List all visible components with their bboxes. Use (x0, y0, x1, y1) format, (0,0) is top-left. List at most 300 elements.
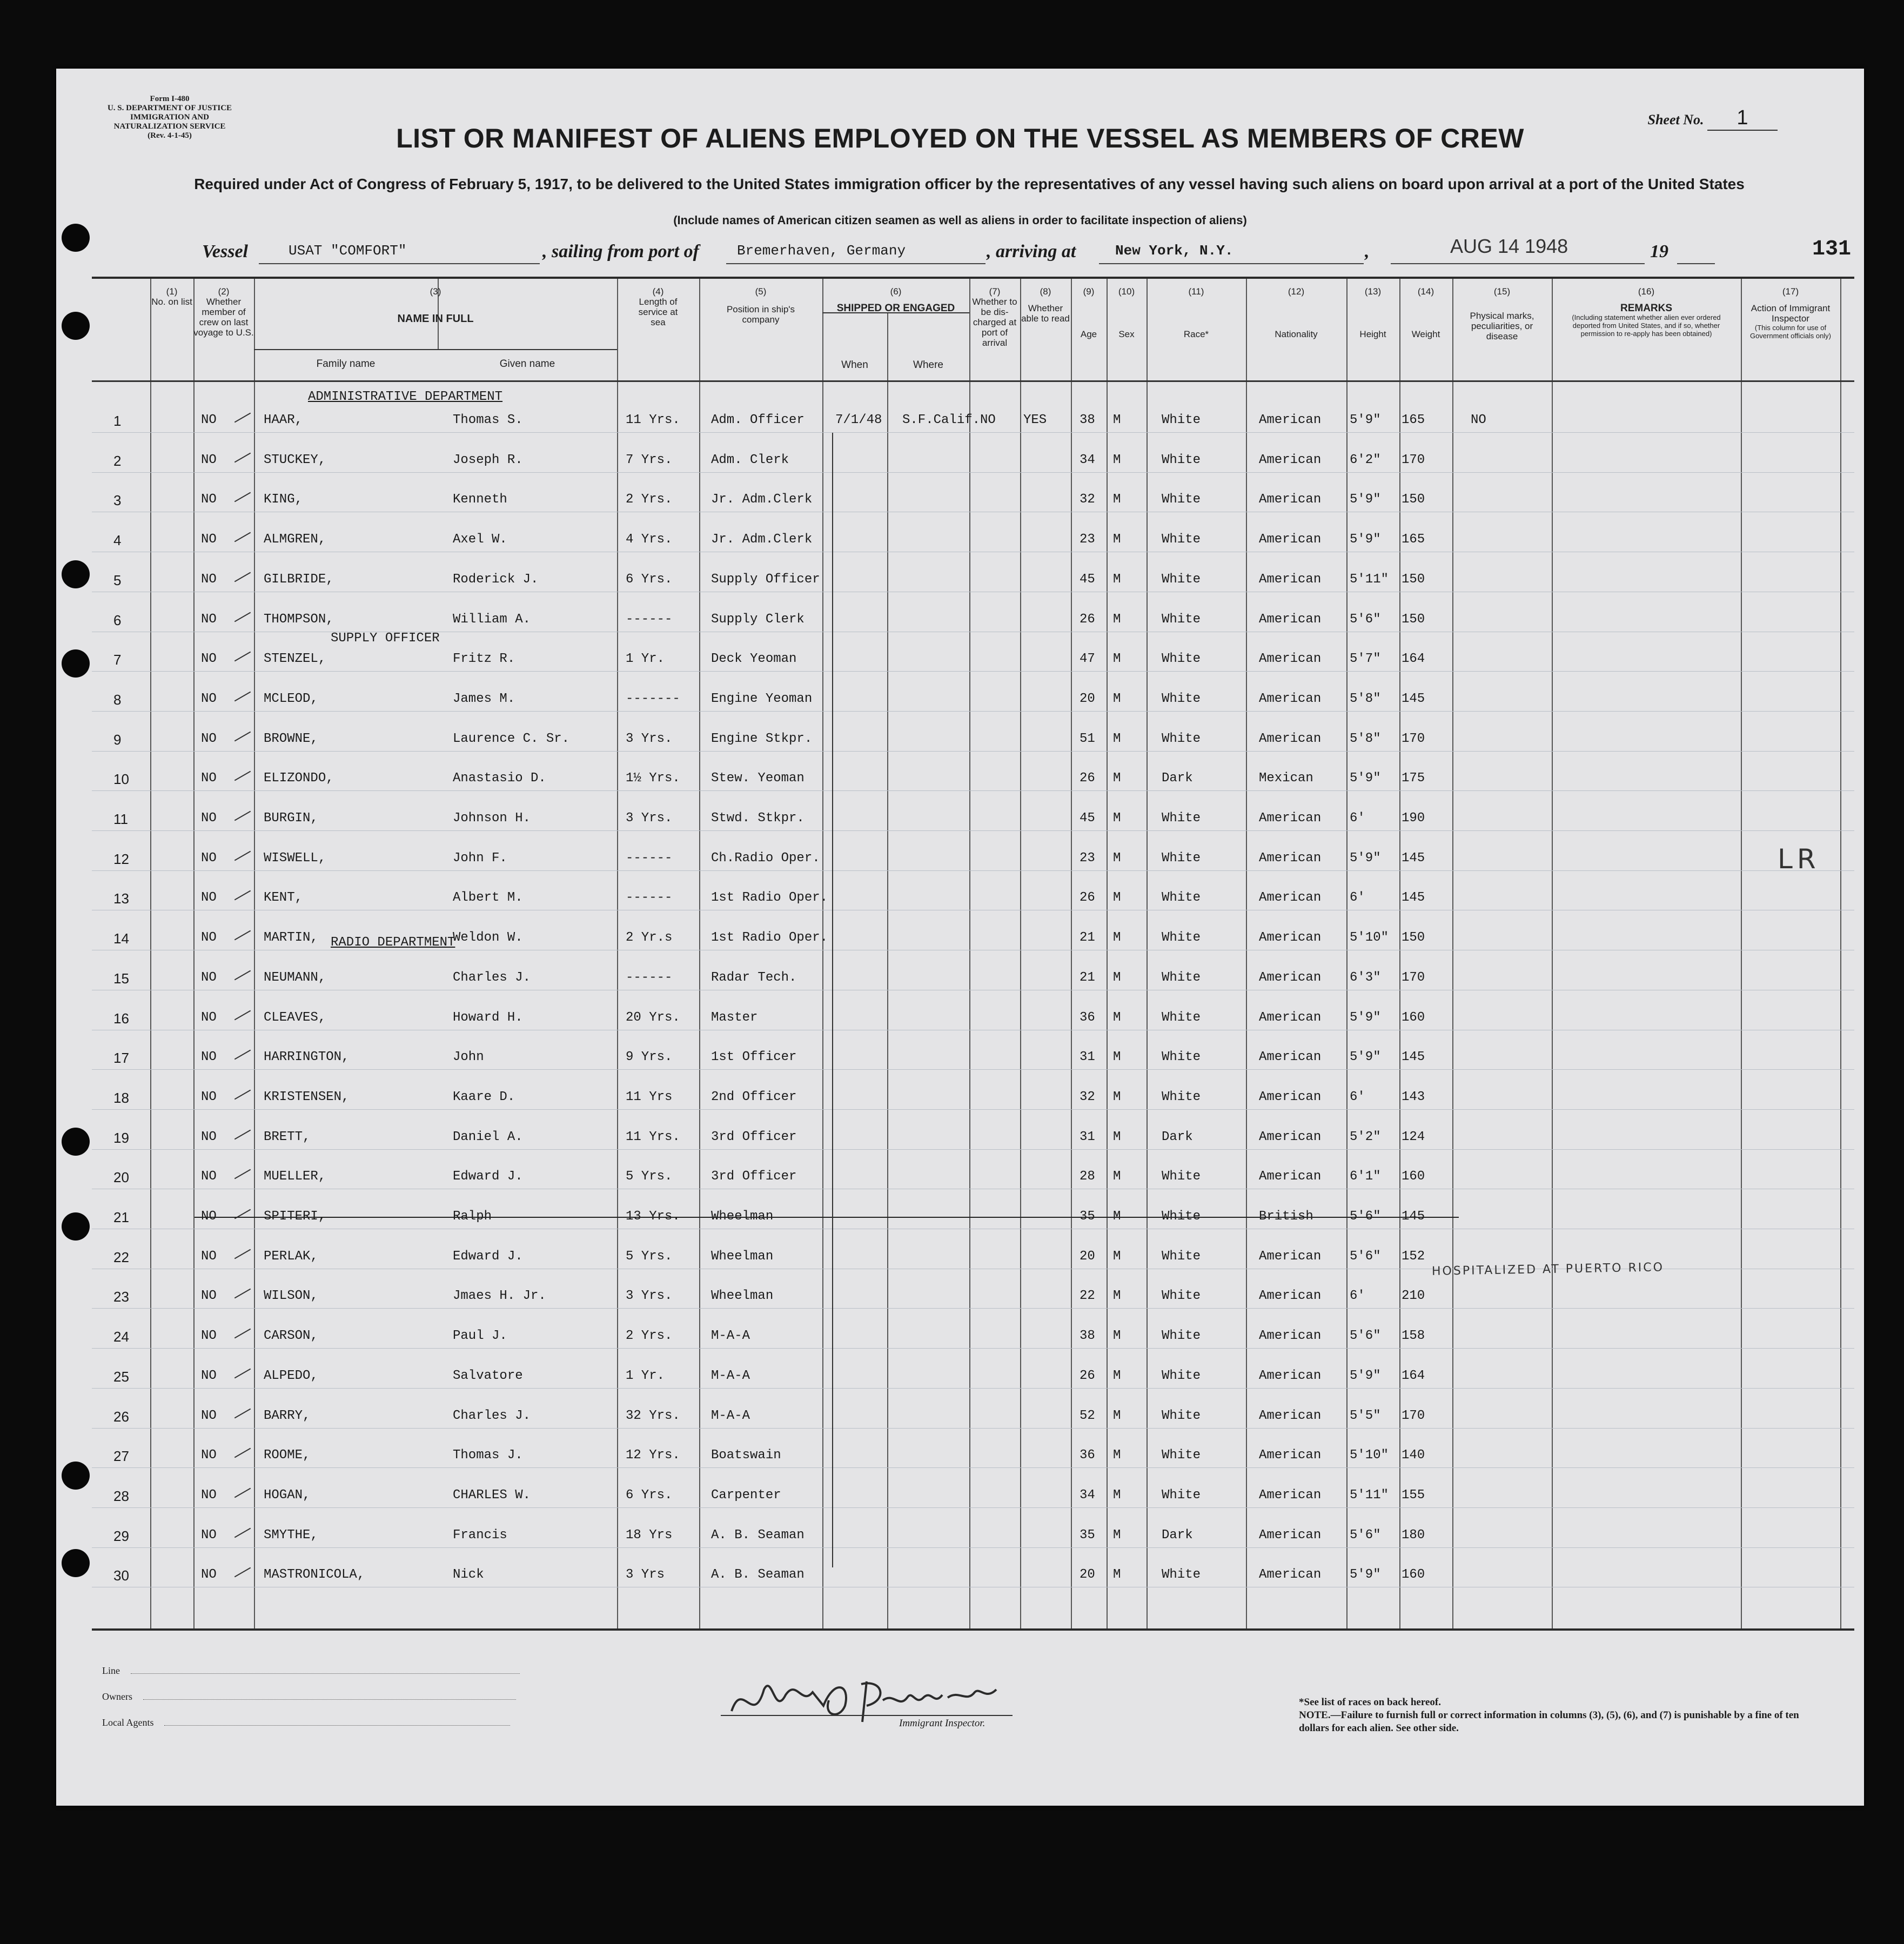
inspector-action-mark: LR (1778, 843, 1820, 875)
age-cell: 32 (1080, 1089, 1095, 1104)
position-cell: M-A-A (711, 1329, 750, 1344)
nationality-cell: American (1259, 1169, 1322, 1184)
row-number: 17 (113, 1050, 129, 1067)
given-name-cell: Charles J. (453, 1408, 531, 1423)
prior-voyage-cell: NO (201, 691, 217, 706)
year-label: 19 (1650, 242, 1668, 262)
nationality-cell: American (1259, 492, 1322, 507)
sex-cell: M (1113, 1408, 1121, 1423)
nationality-cell: American (1259, 532, 1322, 547)
weight-cell: 145 (1402, 1209, 1425, 1224)
prior-voyage-cell: NO (201, 1368, 217, 1383)
family-name-cell: HARRINGTON, (264, 1050, 350, 1065)
position-cell: Stew. Yeoman (711, 771, 804, 786)
age-cell: 21 (1080, 930, 1095, 946)
height-cell: 6' (1350, 1289, 1365, 1304)
weight-cell: 164 (1402, 652, 1425, 667)
sex-cell: M (1113, 1527, 1121, 1543)
punch-hole (62, 1212, 90, 1241)
nationality-cell: American (1259, 930, 1322, 946)
race-cell: White (1162, 1368, 1201, 1383)
header-col15: (15) Physical marks, peculiarities, or disease (1470, 286, 1534, 341)
row-rule (92, 711, 1854, 712)
row-number: 18 (113, 1089, 129, 1106)
check-mark (234, 1567, 251, 1578)
race-note: *See list of races on back hereof. (1299, 1697, 1441, 1708)
header-col14: (14) Weight (1411, 286, 1440, 339)
owners-label: Owners (102, 1691, 132, 1702)
sex-cell: M (1113, 452, 1121, 467)
age-cell: 34 (1080, 452, 1095, 467)
prior-voyage-cell: NO (201, 1129, 217, 1144)
position-cell: Supply Officer (711, 572, 820, 587)
row-number: 19 (113, 1129, 129, 1146)
given-name-cell: William A. (453, 612, 531, 627)
check-mark (234, 1408, 251, 1418)
sex-cell: M (1113, 1567, 1121, 1583)
position-cell: Ch.Radio Oper. (711, 850, 820, 866)
service-length-cell: ------ (626, 850, 673, 866)
position-cell: 1st Officer (711, 1050, 797, 1065)
family-name-cell: STENZEL, (264, 652, 326, 667)
check-mark (234, 1050, 251, 1060)
given-name-cell: Joseph R. (453, 452, 523, 467)
service-length-cell: 6 Yrs. (626, 1487, 673, 1503)
service-length-cell: 2 Yrs. (626, 1329, 673, 1344)
line-field (102, 1665, 520, 1677)
agents-label: Local Agents (102, 1717, 154, 1728)
manifest-table (92, 277, 1854, 1631)
height-cell: 6' (1350, 890, 1365, 906)
prior-voyage-cell: NO (201, 452, 217, 467)
service-length-cell: 1 Yr. (626, 1368, 665, 1383)
section-radio: RADIO DEPARTMENT (331, 935, 455, 950)
height-cell: 5'6" (1350, 612, 1381, 627)
vessel-label: Vessel (202, 242, 248, 262)
row-rule (92, 1428, 1854, 1429)
punch-hole (62, 560, 90, 588)
weight-cell: 124 (1402, 1129, 1425, 1144)
height-cell: 6' (1350, 1089, 1365, 1104)
weight-cell: 180 (1402, 1527, 1425, 1543)
sex-cell: M (1113, 413, 1121, 427)
sex-cell: M (1113, 850, 1121, 866)
position-cell: Carpenter (711, 1487, 781, 1503)
weight-cell: 145 (1402, 890, 1425, 906)
weight-cell: 158 (1402, 1329, 1425, 1344)
row-number: 14 (113, 930, 129, 947)
age-cell: 23 (1080, 850, 1095, 866)
given-name-cell: Jmaes H. Jr. (453, 1289, 546, 1304)
position-cell: 2nd Officer (711, 1089, 797, 1104)
check-mark (234, 1289, 251, 1299)
prior-voyage-cell: NO (201, 930, 217, 946)
physical-marks-cell: NO (1471, 413, 1486, 427)
sex-cell: M (1113, 1368, 1121, 1383)
family-name-cell: PERLAK, (264, 1249, 318, 1264)
header-col9: (9) Age (1080, 286, 1097, 339)
position-cell: Jr. Adm.Clerk (711, 532, 813, 547)
header-col10: (10) Sex (1118, 286, 1135, 339)
row-number: 15 (113, 970, 129, 987)
service-length-cell: ------- (626, 691, 680, 706)
prior-voyage-cell: NO (201, 890, 217, 906)
given-name-cell: Charles J. (453, 970, 531, 985)
given-name-cell: Salvatore (453, 1368, 523, 1383)
height-cell: 5'9" (1350, 1050, 1381, 1065)
race-cell: White (1162, 811, 1201, 826)
service-length-cell: 2 Yr.s (626, 930, 673, 946)
service-length-cell: 11 Yrs (626, 1089, 673, 1104)
check-mark (234, 1488, 251, 1498)
nationality-cell: American (1259, 731, 1322, 746)
sex-cell: M (1113, 1129, 1121, 1144)
row-number: 26 (113, 1408, 129, 1425)
prior-voyage-cell: NO (201, 1408, 217, 1423)
race-cell: White (1162, 970, 1201, 985)
prior-voyage-cell: NO (201, 492, 217, 507)
family-name-cell: HAAR, (264, 413, 303, 427)
family-name-cell: BROWNE, (264, 731, 318, 746)
height-cell: 5'2" (1350, 1129, 1381, 1144)
given-name-cell: John (453, 1050, 484, 1065)
prior-voyage-cell: NO (201, 532, 217, 547)
sex-cell: M (1113, 1289, 1121, 1304)
age-cell: 45 (1080, 572, 1095, 587)
row-number: 2 (113, 452, 122, 469)
family-name-cell: NEUMANN, (264, 970, 326, 985)
position-cell: Supply Clerk (711, 612, 804, 627)
service-length-cell: ------ (626, 890, 673, 906)
race-cell: White (1162, 1209, 1201, 1224)
race-cell: White (1162, 850, 1201, 866)
sex-cell: M (1113, 691, 1121, 706)
given-name-cell: CHARLES W. (453, 1487, 531, 1503)
family-name-cell: BURGIN, (264, 811, 318, 826)
race-cell: White (1162, 1567, 1201, 1583)
age-cell: 21 (1080, 970, 1095, 985)
section-supply: SUPPLY OFFICER (331, 631, 440, 646)
prior-voyage-cell: NO (201, 811, 217, 826)
sex-cell: M (1113, 1050, 1121, 1065)
row-number: 11 (113, 811, 128, 827)
age-cell: 31 (1080, 1129, 1095, 1144)
age-cell: 26 (1080, 890, 1095, 906)
prior-voyage-cell: NO (201, 1089, 217, 1104)
height-cell: 5'9" (1350, 1368, 1381, 1383)
service-length-cell: 18 Yrs (626, 1527, 673, 1543)
line-label: Line (102, 1665, 120, 1676)
service-length-cell: ------ (626, 612, 673, 627)
row-number: 27 (113, 1448, 129, 1465)
sex-cell: M (1113, 652, 1121, 667)
service-length-cell: 7 Yrs. (626, 452, 673, 467)
position-cell: 1st Radio Oper. (711, 930, 828, 946)
race-cell: White (1162, 930, 1201, 946)
header-when: When (841, 359, 868, 371)
check-mark (234, 413, 251, 423)
row-rule (92, 830, 1854, 831)
prior-voyage-cell: NO (201, 652, 217, 667)
race-cell: White (1162, 731, 1201, 746)
weight-cell: 150 (1402, 930, 1425, 946)
height-cell: 5'9" (1350, 492, 1381, 507)
check-mark (234, 771, 251, 781)
position-cell: Wheelman (711, 1249, 774, 1264)
signature-graphic (721, 1668, 1023, 1744)
prior-voyage-cell: NO (201, 1448, 217, 1463)
height-cell: 5'11" (1350, 572, 1389, 587)
row-rule (92, 1109, 1854, 1110)
punch-hole (62, 224, 90, 252)
service-length-cell: 5 Yrs. (626, 1249, 673, 1264)
position-cell: Engine Stkpr. (711, 731, 813, 746)
given-name-cell: Daniel A. (453, 1129, 523, 1144)
header-col13: (13) Height (1359, 286, 1386, 339)
prior-voyage-cell: NO (201, 1527, 217, 1543)
sex-cell: M (1113, 970, 1121, 985)
nationality-cell: American (1259, 1448, 1322, 1463)
weight-cell: 150 (1402, 572, 1425, 587)
prior-voyage-cell: NO (201, 1487, 217, 1503)
row-number: 1 (113, 413, 122, 429)
age-cell: 31 (1080, 1050, 1095, 1065)
row-rule (92, 870, 1854, 871)
position-cell: Engine Yeoman (711, 691, 813, 706)
header-col5: (5) Position in ship's company (726, 286, 795, 325)
row-number: 10 (113, 771, 129, 788)
position-cell: Deck Yeoman (711, 652, 797, 667)
nationality-cell: American (1259, 970, 1322, 985)
service-length-cell: 13 Yrs. (626, 1209, 680, 1224)
check-mark (234, 1129, 251, 1139)
check-mark (234, 692, 251, 702)
age-cell: 34 (1080, 1487, 1095, 1503)
sex-cell: M (1113, 811, 1121, 826)
position-cell: A. B. Seaman (711, 1567, 804, 1583)
age-cell: 22 (1080, 1289, 1095, 1304)
section-administrative: ADMINISTRATIVE DEPARTMENT (308, 390, 503, 404)
race-cell: White (1162, 691, 1201, 706)
height-cell: 5'6" (1350, 1209, 1381, 1224)
check-mark (234, 612, 251, 622)
prior-voyage-cell: NO (201, 1010, 217, 1025)
header-col4: (4) Length of service at sea (638, 286, 678, 327)
family-name-cell: KING, (264, 492, 303, 507)
sex-cell: M (1113, 1169, 1121, 1184)
age-cell: 28 (1080, 1169, 1095, 1184)
prior-voyage-cell: NO (201, 1289, 217, 1304)
height-cell: 5'6" (1350, 1527, 1381, 1543)
position-cell: Stwd. Stkpr. (711, 811, 804, 826)
prior-voyage-cell: NO (201, 1050, 217, 1065)
family-name-cell: CARSON, (264, 1329, 318, 1344)
nationality-cell: American (1259, 1089, 1322, 1104)
service-length-cell: 20 Yrs. (626, 1010, 680, 1025)
height-cell: 5'9" (1350, 850, 1381, 866)
punch-hole (62, 649, 90, 678)
service-length-cell: 12 Yrs. (626, 1448, 680, 1463)
nationality-cell: American (1259, 413, 1322, 427)
nationality-cell: American (1259, 890, 1322, 906)
family-name-cell: HOGAN, (264, 1487, 311, 1503)
weight-cell: 170 (1402, 1408, 1425, 1423)
weight-cell: 155 (1402, 1487, 1425, 1503)
service-length-cell: 6 Yrs. (626, 572, 673, 587)
header-col2: (2) Whether member of crew on last voyage to U.S. (193, 286, 254, 338)
given-name-cell: Axel W. (453, 532, 507, 547)
race-cell: Dark (1162, 1527, 1193, 1543)
row-number: 20 (113, 1169, 129, 1186)
prior-voyage-cell: NO (201, 731, 217, 746)
race-cell: White (1162, 452, 1201, 467)
given-name-cell: Johnson H. (453, 811, 531, 826)
race-cell: White (1162, 1169, 1201, 1184)
family-name-cell: KENT, (264, 890, 303, 906)
family-name-cell: SMYTHE, (264, 1527, 318, 1543)
sex-cell: M (1113, 1209, 1121, 1224)
header-col11: (11) Race* (1183, 286, 1209, 339)
position-cell: Jr. Adm.Clerk (711, 492, 813, 507)
row-number: 3 (113, 492, 122, 509)
row-number: 8 (113, 691, 122, 708)
row-rule (92, 1069, 1854, 1070)
family-name-cell: SPITERI, (264, 1209, 326, 1224)
height-cell: 5'9" (1350, 771, 1381, 786)
page-subnote: (Include names of American citizen seamen as well as aliens in order to facilitate inspection of aliens) (673, 213, 1247, 227)
check-mark (234, 731, 251, 741)
race-cell: White (1162, 1249, 1201, 1264)
prior-voyage-cell: NO (201, 612, 217, 627)
given-name-cell: Thomas J. (453, 1448, 523, 1463)
header-family-name: Family name (316, 358, 376, 370)
row-rule (92, 1388, 1854, 1389)
height-cell: 6' (1350, 811, 1365, 826)
nationality-cell: American (1259, 452, 1322, 467)
height-cell: 5'9" (1350, 1010, 1381, 1025)
weight-cell: 170 (1402, 731, 1425, 746)
check-mark (234, 1329, 251, 1339)
sheet-number-value: 1 (1707, 106, 1778, 131)
race-cell: White (1162, 612, 1201, 627)
given-name-cell: Laurence C. Sr. (453, 731, 570, 746)
age-cell: 26 (1080, 771, 1095, 786)
nationality-cell: American (1259, 1050, 1322, 1065)
service-length-cell: ------ (626, 970, 673, 985)
date-stamp: AUG 14 1948 (1450, 235, 1568, 257)
check-mark (234, 652, 251, 662)
page-subtitle: Required under Act of Congress of February 5, 1917, to be delivered to the United States immigration officer by the representatives of any vessel having such aliens on board upon arrival at a port of the United States (194, 176, 1745, 192)
row-number: 5 (113, 572, 122, 588)
age-cell: 20 (1080, 1567, 1095, 1583)
sheet-number-label: Sheet No. (1647, 112, 1704, 128)
row-number: 9 (113, 731, 122, 748)
prior-voyage-cell: NO (201, 771, 217, 786)
given-name-cell: Nick (453, 1567, 484, 1583)
header-col17: (17) Action of Immigrant Inspector (This column for use of Government officials only) (1749, 286, 1832, 340)
nationality-cell: British (1259, 1209, 1313, 1224)
sailing-label: , sailing from port of (542, 242, 699, 262)
nationality-cell: American (1259, 1329, 1322, 1344)
weight-cell: 165 (1402, 413, 1425, 427)
arriving-label: , arriving at (987, 242, 1076, 262)
service-length-cell: 3 Yrs. (626, 1289, 673, 1304)
race-cell: White (1162, 1408, 1201, 1423)
race-cell: White (1162, 1329, 1201, 1344)
age-cell: 52 (1080, 1408, 1095, 1423)
weight-cell: 165 (1402, 532, 1425, 547)
shipped-when-cell: 7/1/48 (835, 413, 882, 427)
weight-cell: 150 (1402, 492, 1425, 507)
sex-cell: M (1113, 1329, 1121, 1344)
nationality-cell: American (1259, 1567, 1322, 1583)
height-cell: 5'5" (1350, 1408, 1381, 1423)
voyage-line: Vessel USAT "COMFORT" , sailing from port of Bremerhaven, Germany , arriving at New York, N.Y. , AUG 14 1948 19 131 (202, 242, 1747, 274)
department-name: U. S. DEPARTMENT OF JUSTICE (107, 104, 232, 112)
family-name-cell: MARTIN, (264, 930, 318, 946)
given-name-cell: Roderick J. (453, 572, 539, 587)
given-name-cell: Anastasio D. (453, 771, 546, 786)
check-mark (234, 572, 251, 582)
sex-cell: M (1113, 731, 1121, 746)
family-name-cell: BARRY, (264, 1408, 311, 1423)
weight-cell: 150 (1402, 612, 1425, 627)
service-length-cell: 9 Yrs. (626, 1050, 673, 1065)
nationality-cell: American (1259, 1249, 1322, 1264)
prior-voyage-cell: NO (201, 1567, 217, 1583)
row-number: 13 (113, 890, 129, 907)
able-to-read-cell: YES (1023, 413, 1047, 427)
nationality-cell: American (1259, 572, 1322, 587)
family-name-cell: MASTRONICOLA, (264, 1567, 365, 1583)
weight-cell: 210 (1402, 1289, 1425, 1304)
nationality-cell: Mexican (1259, 771, 1313, 786)
sex-cell: M (1113, 1010, 1121, 1025)
position-cell: Adm. Clerk (711, 452, 789, 467)
height-cell: 6'2" (1350, 452, 1381, 467)
family-name-cell: WILSON, (264, 1289, 318, 1304)
height-cell: 6'3" (1350, 970, 1381, 985)
row-number: 12 (113, 850, 129, 867)
arrival-value: New York, N.Y. (1115, 243, 1233, 259)
row-number: 16 (113, 1010, 129, 1027)
position-cell: Wheelman (711, 1209, 774, 1224)
service-length-cell: 2 Yrs. (626, 492, 673, 507)
prior-voyage-cell: NO (201, 850, 217, 866)
race-cell: White (1162, 1050, 1201, 1065)
given-name-cell: Francis (453, 1527, 507, 1543)
sex-cell: M (1113, 1448, 1121, 1463)
row-number: 7 (113, 652, 122, 668)
form-number: Form I-480 (150, 95, 190, 103)
given-name-cell: Kaare D. (453, 1089, 515, 1104)
weight-cell: 170 (1402, 452, 1425, 467)
nationality-cell: American (1259, 1527, 1322, 1543)
header-col6: (6) SHIPPED OR ENGAGED (836, 286, 955, 314)
service-length-cell: 11 Yrs. (626, 413, 680, 427)
header-where: Where (913, 359, 943, 371)
row-number: 24 (113, 1329, 129, 1345)
prior-voyage-cell: NO (201, 572, 217, 587)
sex-cell: M (1113, 1089, 1121, 1104)
race-cell: White (1162, 890, 1201, 906)
race-cell: White (1162, 652, 1201, 667)
position-cell: A. B. Seaman (711, 1527, 804, 1543)
weight-cell: 143 (1402, 1089, 1425, 1104)
height-cell: 5'10" (1350, 1448, 1389, 1463)
discharged-cell: NO (980, 413, 996, 427)
sex-cell: M (1113, 572, 1121, 587)
